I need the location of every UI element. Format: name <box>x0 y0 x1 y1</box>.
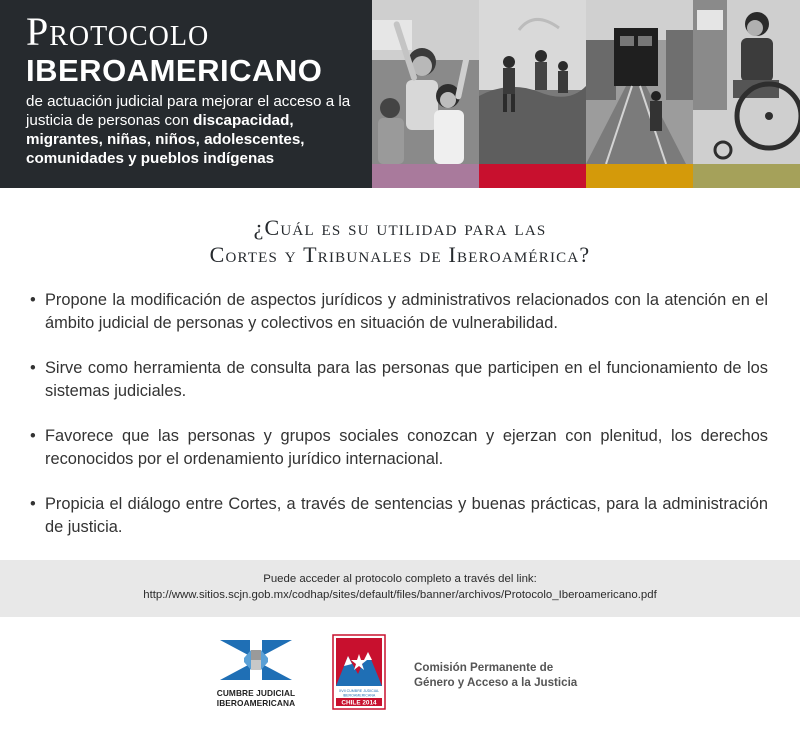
list-item-text: Propone la modificación de aspectos jurídicos y administrativos relacionados con la atención en el ámbito judicial de personas y colectivos en situación de vulnerabilidad. <box>45 291 768 332</box>
cumbre-emblem-icon <box>220 636 292 684</box>
bullet-icon: • <box>30 427 36 445</box>
header-banner <box>0 0 800 188</box>
header-title-panel <box>0 0 372 188</box>
cumbre-text-line1: CUMBRE JUDICIAL <box>216 688 296 698</box>
bullet-icon: • <box>30 359 36 377</box>
cumbre-judicial-logo <box>214 636 298 712</box>
utility-list <box>30 289 768 561</box>
photo-strip <box>372 0 800 188</box>
photo-children <box>372 0 479 164</box>
subtitle-bold: discapacidad, migrantes, niñas, niños, adolescentes, comunidades y pueblos indígenas <box>26 112 305 167</box>
list-item-text: Sirve como herramienta de consulta para las personas que participen en el funcionamiento de los sistemas judiciales. <box>45 359 768 400</box>
band-purple <box>372 164 479 188</box>
photo-wheelchair <box>693 0 800 164</box>
band-red <box>479 164 586 188</box>
chile-2014-logo <box>332 634 386 710</box>
chile-2014-emblem-icon <box>332 634 386 710</box>
list-item <box>30 357 768 403</box>
protocol-link[interactable]: http://www.sitios.scjn.gob.mx/codhap/sites/default/files/banner/archivos/Protocolo_Iberoamericano.pdf <box>143 589 657 601</box>
band-olive <box>693 164 800 188</box>
question-line-2: Cortes y Tribunales de Iberoamérica? <box>209 242 591 267</box>
chile-logo-caption-2: IBEROAMERICANA <box>342 693 376 698</box>
comision-line-1: Comisión Permanente de <box>414 661 554 674</box>
title-iberoamericano: IBEROAMERICANO <box>26 53 323 88</box>
link-box <box>0 560 800 617</box>
list-item <box>30 493 768 539</box>
photo-walkers <box>479 0 586 164</box>
bullet-icon: • <box>30 495 36 513</box>
comision-permanente-text <box>414 660 577 690</box>
chile-logo-caption-1: XVII CUMBRE JUDICIAL <box>338 689 380 693</box>
list-item <box>30 289 768 335</box>
subtitle-plain: de actuación judicial para mejorar el acceso a la justicia de personas con <box>26 93 351 129</box>
band-gold <box>586 164 693 188</box>
photo-train <box>586 0 693 164</box>
list-item-text: Propicia el diálogo entre Cortes, a través de sentencias y buenas prácticas, para la administración de justicia. <box>45 495 768 536</box>
header-subtitle <box>26 92 371 168</box>
chile-logo-caption-3: CHILE 2014 <box>341 699 377 707</box>
question-line-1: ¿Cuál es su utilidad para las <box>253 215 547 240</box>
utility-question <box>0 214 800 268</box>
link-intro: Puede acceder al protocolo completo a través del link: <box>263 573 537 585</box>
list-item-text: Favorece que las personas y grupos sociales conozcan y ejerzan con plenitud, los derechos reconocidos por el ordenamiento jurídico internacional. <box>45 427 768 468</box>
comision-line-2: Género y Acceso a la Justicia <box>414 676 578 689</box>
list-item <box>30 425 768 471</box>
cumbre-text-line2: IBEROAMERICANA <box>216 698 296 708</box>
title-protocolo: Protocolo <box>26 9 210 54</box>
bullet-icon: • <box>30 291 36 309</box>
